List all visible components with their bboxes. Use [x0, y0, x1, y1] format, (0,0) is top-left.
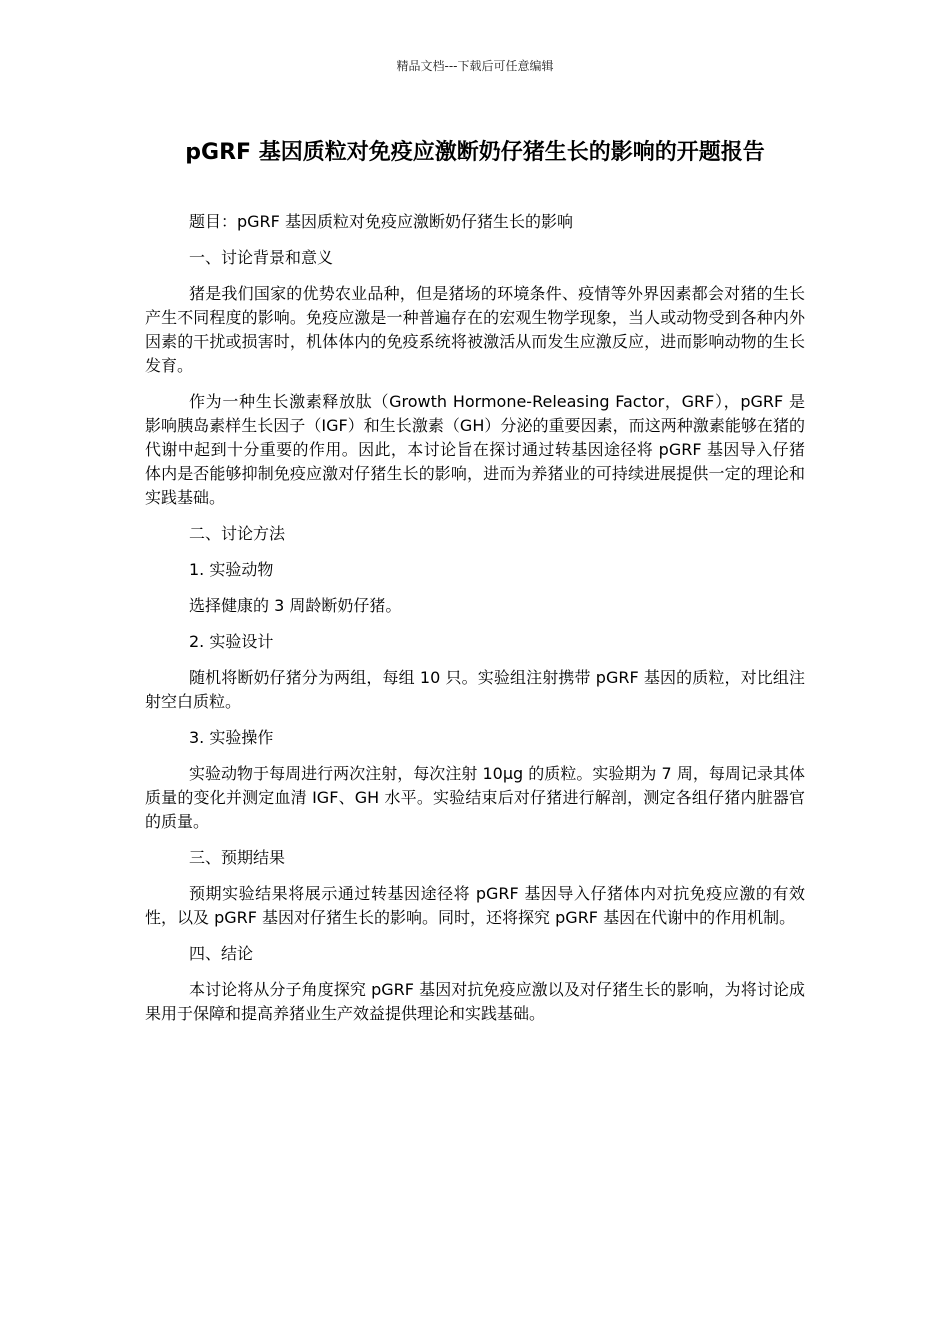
- topic-line: 题目：pGRF 基因质粒对免疫应激断奶仔猪生长的影响: [189, 212, 573, 231]
- paragraph-operation: 实验动物于每周进行两次注射，每次注射 10μg 的质粒。实验期为 7 周，每周记录其体质量的变化并测定血清 IGF、GH 水平。实验结束后对仔猪进行解剖，测定各组仔猪内脏器官的质量。: [145, 764, 805, 831]
- paragraph-design: 随机将断奶仔猪分为两组，每组 10 只。实验组注射携带 pGRF 基因的质粒，对比组注射空白质粒。: [145, 668, 805, 711]
- section-heading-conclusion: 四、结论: [189, 944, 254, 963]
- paragraph-expected-results: 预期实验结果将展示通过转基因途径将 pGRF 基因导入仔猪体内对抗免疫应激的有效性，以及 pGRF 基因对仔猪生长的影响。同时，还将探究 pGRF 基因在代谢中的作用机制。: [145, 884, 805, 927]
- page-header: 精品文档---下载后可任意编辑: [396, 59, 554, 73]
- paragraph-animals: 选择健康的 3 周龄断奶仔猪。: [189, 596, 402, 615]
- paragraph-background-2: 作为一种生长激素释放肽（Growth Hormone-Releasing Factor，GRF），pGRF 是影响胰岛素样生长因子（IGF）和生长激素（GH）分泌的重要因素，而这两种激素能够在猪的代谢中起到十分重要的作用。因此，本讨论旨在探讨通过转基因途径将 pGRF 基因导入仔猪体内是否能够抑制免疫应激对仔猪生长的影响，进而为养猪业的可持续进展提供一定的理论和实践基础。: [145, 392, 805, 507]
- subheading-design: 2. 实验设计: [189, 632, 274, 651]
- document-title: pGRF 基因质粒对免疫应激断奶仔猪生长的影响的开题报告: [185, 140, 765, 165]
- subheading-animals: 1. 实验动物: [189, 560, 274, 579]
- section-heading-methods: 二、讨论方法: [189, 524, 286, 543]
- document-body: [145, 210, 805, 1038]
- paragraph-background-1: 猪是我们国家的优势农业品种，但是猪场的环境条件、疫情等外界因素都会对猪的生长产生不同程度的影响。免疫应激是一种普遍存在的宏观生物学现象，当人或动物受到各种内外因素的干扰或损害时，机体体内的免疫系统将被激活从而发生应激反应，进而影响动物的生长发育。: [145, 284, 805, 375]
- section-heading-background: 一、讨论背景和意义: [189, 248, 334, 267]
- paragraph-conclusion: 本讨论将从分子角度探究 pGRF 基因对抗免疫应激以及对仔猪生长的影响，为将讨论成果用于保障和提高养猪业生产效益提供理论和实践基础。: [145, 980, 805, 1023]
- section-heading-expected-results: 三、预期结果: [189, 848, 286, 867]
- subheading-operation: 3. 实验操作: [189, 728, 274, 747]
